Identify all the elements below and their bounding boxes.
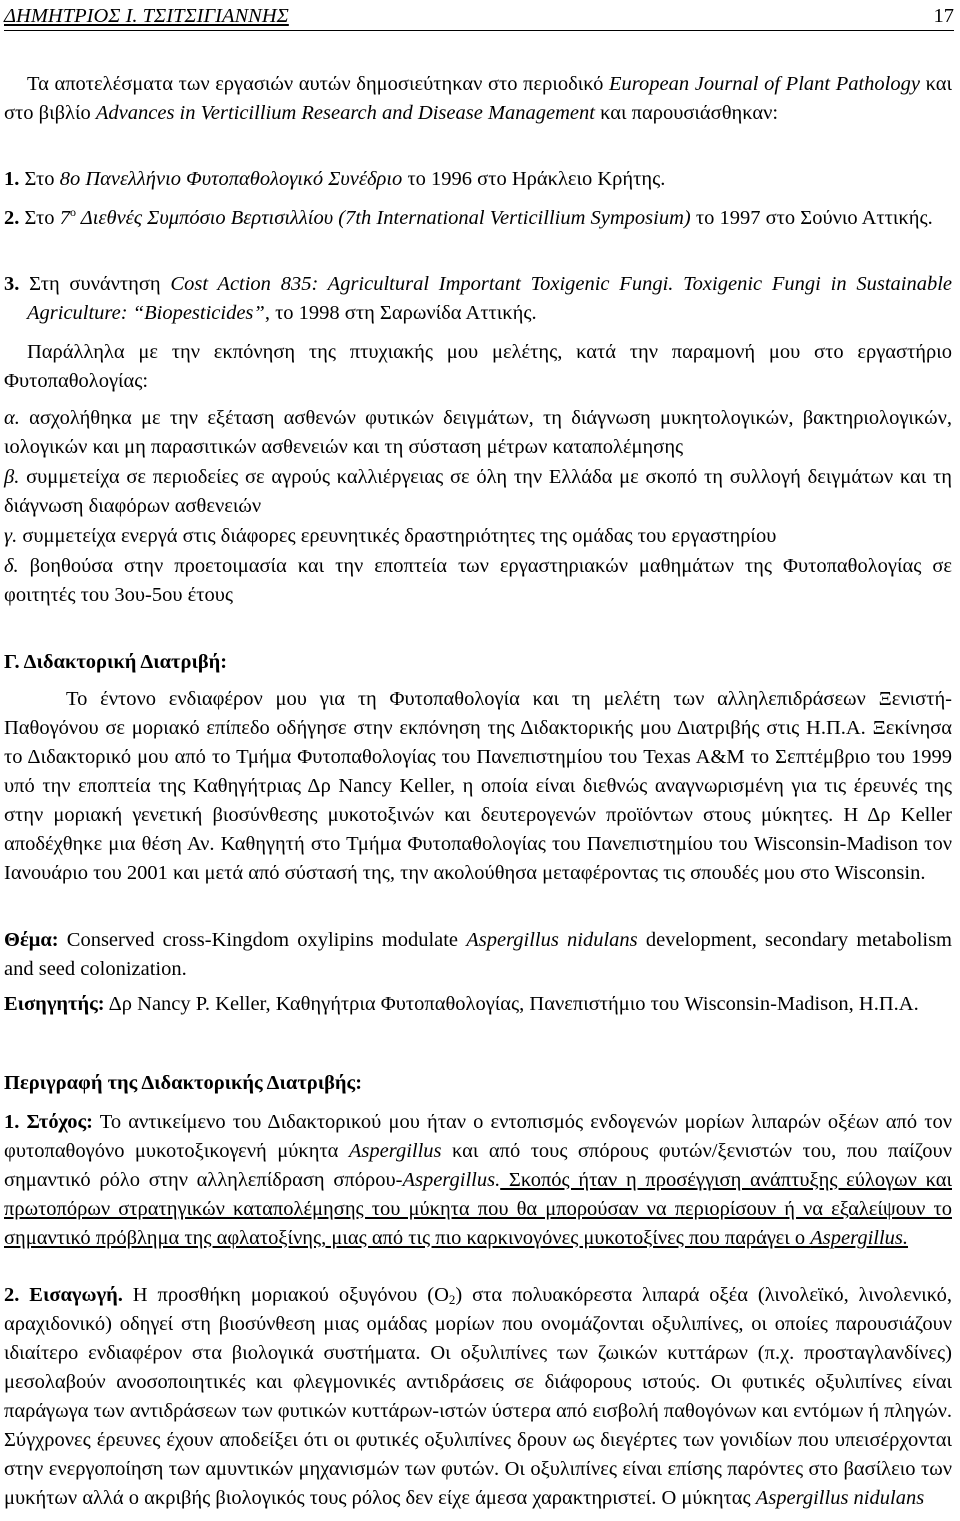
- page-number: 17: [933, 5, 954, 27]
- intro-paragraph: Τα αποτελέσματα των εργασιών αυτών δημοσιεύτηκαν στο περιοδικό European Journal of Plant Pathology και στο βιβλίο Advances in Verticillium Research and Disease Management και παρουσιάσθηκαν:: [4, 73, 952, 124]
- parallel-paragraph: Παράλληλα με την εκπόνηση της πτυχιακής μου μελέτης, κατά την παραμονή μου στο εργαστήριο Φυτοπαθολογίας:: [4, 341, 952, 392]
- section-g-heading: Γ. Διδακτορική Διατριβή:: [4, 651, 228, 673]
- activity-item-b: β. συμμετείχα σε περιοδείες σε αγρούς καλλιέργειας σε όλη την Ελλάδα με σκοπό τη συλλογή δειγμάτων και τη διάγνωση διαφόρων ασθενειών: [4, 466, 952, 517]
- conference-item-1: 1. Στο 8ο Πανελλήνιο Φυτοπαθολογικό Συνέδριο το 1996 στο Ηράκλειο Κρήτης.: [4, 168, 666, 190]
- section-g-paragraph: Το έντονο ενδιαφέρον μου για τη Φυτοπαθολογία και τη μελέτη των αλληλεπιδράσεων Ξενιστή-Παθογόνου σε μοριακό επίπεδο οδήγησε στην εκπόνηση της Διδακτορικής μου Διατριβής στις Η.Π.Α. Ξεκίνησα το Διδακτορικό μου από το Τμήμα Φυτοπαθολογίας του Πανεπιστημίου του Texas A&M το Σεπτέμβριο του 1999 υπό την εποπτεία της Καθηγήτριας Δρ Nancy Keller, η οποία είναι διεθνώς αναγνωρισμένη για τις έρευνές της στην μοριακή γενετική βιοσύνθεσης μυκοτοξινών και δευτερογενών προϊόντων στους μύκητες. Η Δρ Keller αποδέχθηκε μια θέση Αν. Καθηγητή στο Τμήμα Φυτοπαθολογίας του Πανεπιστημίου του Wisconsin-Madison τον Ιανουάριο του 2001 και μετά από σύστασή της, την ακολούθησα μεταφέροντας τις σπουδές μου στο Wisconsin.: [4, 688, 952, 884]
- activity-item-c: γ. συμμετείχα ενεργά στις διάφορες ερευνητικές δραστηριότητες της ομάδας του εργαστηρίου: [4, 525, 777, 547]
- running-header: [4, 0, 954, 31]
- thesis-supervisor: Εισηγητής: Δρ Nancy P. Keller, Καθηγήτρια Φυτοπαθολογίας, Πανεπιστήμιο του Wisconsin-Madison, Η.Π.Α.: [4, 993, 919, 1015]
- activity-item-d: δ. βοηθούσα στην προετοιμασία και την εποπτεία των εργαστηριακών μαθημάτων της Φυτοπαθολογίας σε φοιτητές του 3ου-5ου έτους: [4, 555, 952, 606]
- thesis-introduction: 2. Εισαγωγή. Η προσθήκη μοριακού οξυγόνου $(O_2)$ στα πολυακόρεστα λιπαρά οξέα (λινολεϊκό, λινολενικό, αραχιδονικό) οδηγεί στη βιοσύνθεση μιας ομάδας μορίων που ονομάζονται οξυλιπίνες, οι οποίες παρουσιάζουν ιδιαίτερο ενδιαφέρον στα βιολογικά συστήματα. Οι οξυλιπίνες των ζωικών κυττάρων (π.χ. προσταγλανδίνες) μεσολαβούν ανοσοποιητικές και φλεγμονικές αντιδράσεις σε διάφορους ιστούς. Οι φυτικές οξυλιπίνες είναι παράγωγα των αντιδράσεων των φυτικών κυττάρων-ιστών ύστερα από εισβολή παθογόνων και εντόμων ή πληγών. Σύγχρονες έρευνες έχουν αποδείξει ότι οι φυτικές οξυλιπίνες δρουν ως διεγέρτες των γονιδίων που υπεισέρχονται στην ενεργοποίηση των αμυντικών μηχανισμών των φυτών. Οι οξυλιπίνες είναι επίσης παρόντες στο βασίλειο των μυκήτων αλλά ο ακριβής βιολογικός τους ρόλος δεν είχε άμεσα χαρακτηριστεί. Ο μύκητας Aspergillus nidulans: [4, 1284, 952, 1509]
- thesis-description-heading: Περιγραφή της Διδακτορικής Διατριβής:: [4, 1072, 363, 1094]
- conference-item-2: 2. Στο $7^o$ Διεθνές Συμπόσιο Βερτισιλλίου (7th International Verticillium Symposium) το 1997 στο Σούνιο Αττικής.: [4, 205, 933, 229]
- activity-item-a: α. ασχολήθηκα με την εξέταση ασθενών φυτικών δειγμάτων, τη διάγνωση μυκητολογικών, βακτηριολογικών, ιολογικών και μη παρασιτικών ασθενειών και τη σύσταση μέτρων καταπολέμησης: [4, 407, 952, 458]
- thesis-objective: 1. Στόχος: Το αντικείμενο του Διδακτορικού μου ήταν ο εντοπισμός ενδογενών μορίων λιπαρών οξέων από τον φυτοπαθογόνο μυκοτοξικογενή μύκητα Aspergillus και από τους σπόρους φυτών/ξενιστών του, που παίζουν σημαντικό ρόλο στην αλληλεπίδραση σπόρου-Aspergillus. Σκοπός ήταν η προσέγγιση ανάπτυξης εύλογων και πρωτοπόρων στρατηγικών καταπολέμησης του μύκητα που θα μπορούσαν να περιορίσουν ή να εξαλείψουν το σημαντικό πρόβλημα της αφλατοξίνης, μιας από τις πιο καρκινογόνες μυκοτοξίνες που παράγει ο Aspergillus.: [4, 1111, 952, 1249]
- conference-item-3: 3. Στη συνάντηση Cost Action 835: Agricultural Important Toxigenic Fungi. Toxigenic Fungi in Sustainable Agriculture: “Biopesticides”, το 1998 στη Σαρωνίδα Αττικής.: [4, 273, 953, 324]
- header-author: ΔΗΜΗΤΡΙΟΣ Ι. ΤΣΙΤΣΙΓΙΑΝΝΗΣ: [4, 5, 289, 27]
- thesis-topic: Θέμα: Conserved cross-Kingdom oxylipins modulate Aspergillus nidulans development, secondary metabolism and seed colonization.: [4, 929, 953, 980]
